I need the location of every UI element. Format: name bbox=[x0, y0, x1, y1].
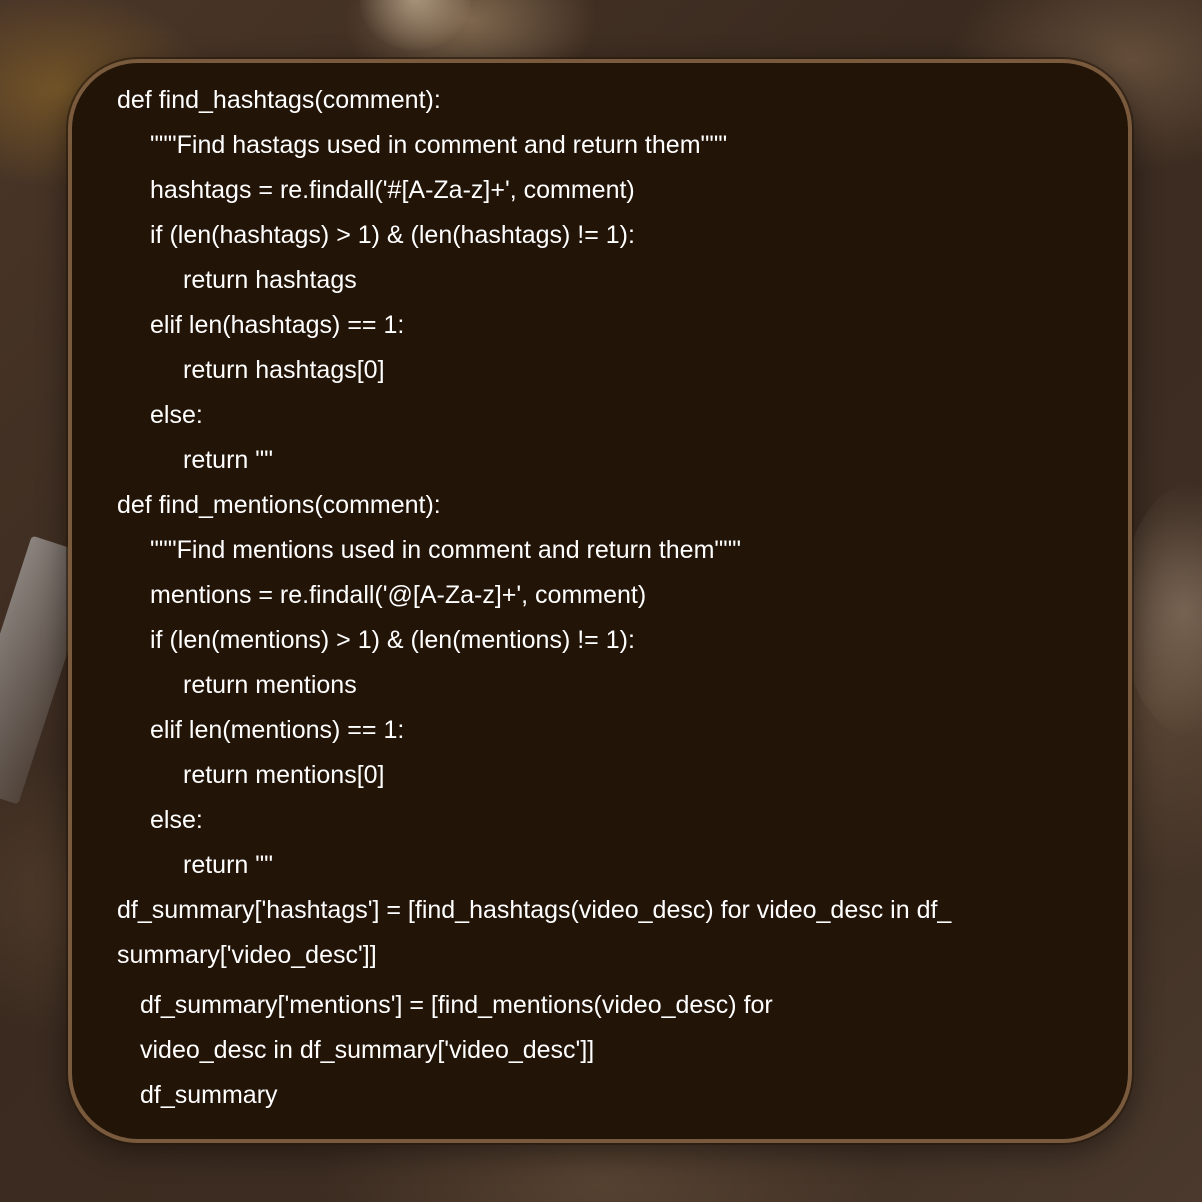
code-line: df_summary['hashtags'] = [find_hashtags(video_desc) for video_desc in df_ bbox=[117, 896, 952, 924]
code-panel bbox=[68, 59, 1132, 1143]
code-line: return hashtags[0] bbox=[183, 356, 385, 384]
egg-decoration bbox=[360, 0, 470, 50]
code-line: return "" bbox=[183, 851, 274, 879]
code-line: if (len(mentions) > 1) & (len(mentions) != 1): bbox=[150, 626, 635, 654]
code-line: """Find mentions used in comment and return them""" bbox=[150, 536, 742, 564]
code-line: elif len(mentions) == 1: bbox=[150, 716, 405, 744]
code-line: summary['video_desc']] bbox=[117, 941, 377, 969]
code-line: return "" bbox=[183, 446, 274, 474]
bowl-decoration bbox=[1120, 480, 1202, 740]
code-line: else: bbox=[150, 806, 203, 834]
code-line: def find_hashtags(comment): bbox=[117, 86, 441, 114]
code-line: if (len(hashtags) > 1) & (len(hashtags) != 1): bbox=[150, 221, 635, 249]
code-line: df_summary['mentions'] = [find_mentions(video_desc) for bbox=[140, 991, 773, 1019]
code-line: df_summary bbox=[140, 1081, 278, 1109]
code-line: return mentions[0] bbox=[183, 761, 385, 789]
code-line: video_desc in df_summary['video_desc']] bbox=[140, 1036, 595, 1064]
code-line: return hashtags bbox=[183, 266, 357, 294]
code-line: def find_mentions(comment): bbox=[117, 491, 441, 519]
code-line: return mentions bbox=[183, 671, 357, 699]
code-line: mentions = re.findall('@[A-Za-z]+', comment) bbox=[150, 581, 647, 609]
code-line: elif len(hashtags) == 1: bbox=[150, 311, 405, 339]
code-line: else: bbox=[150, 401, 203, 429]
code-line: hashtags = re.findall('#[A-Za-z]+', comment) bbox=[150, 176, 635, 204]
code-line: """Find hastags used in comment and return them""" bbox=[150, 131, 728, 159]
